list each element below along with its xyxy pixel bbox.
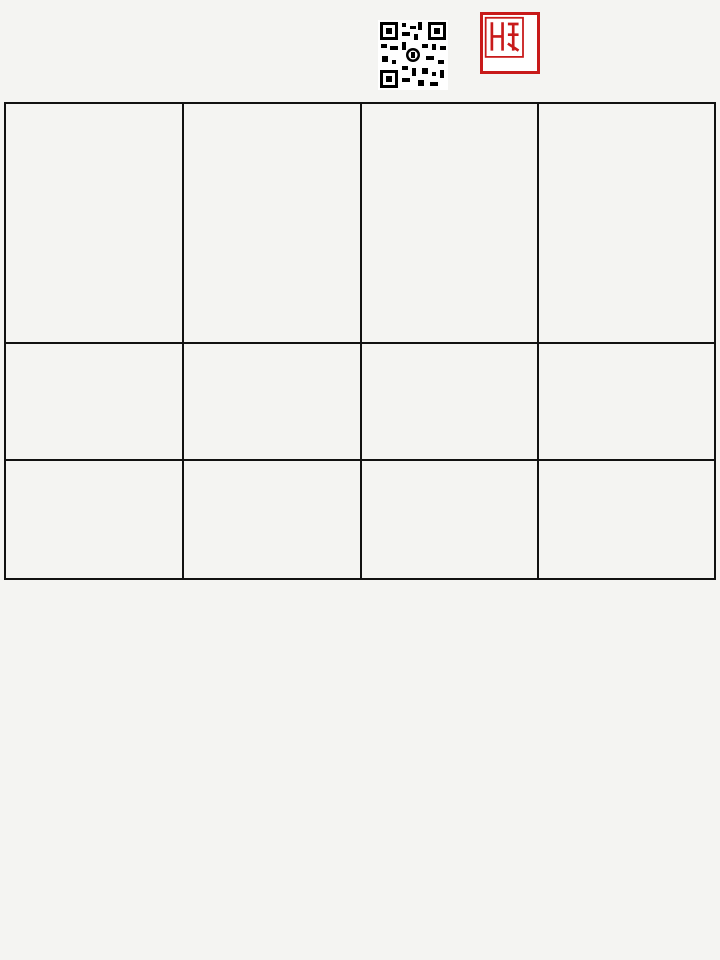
- header: [0, 0, 720, 100]
- qr-code-icon: [378, 20, 448, 90]
- bazi-chart: [4, 102, 716, 580]
- annual-luck-table: [4, 590, 716, 954]
- seal-stamp-icon: [480, 12, 540, 74]
